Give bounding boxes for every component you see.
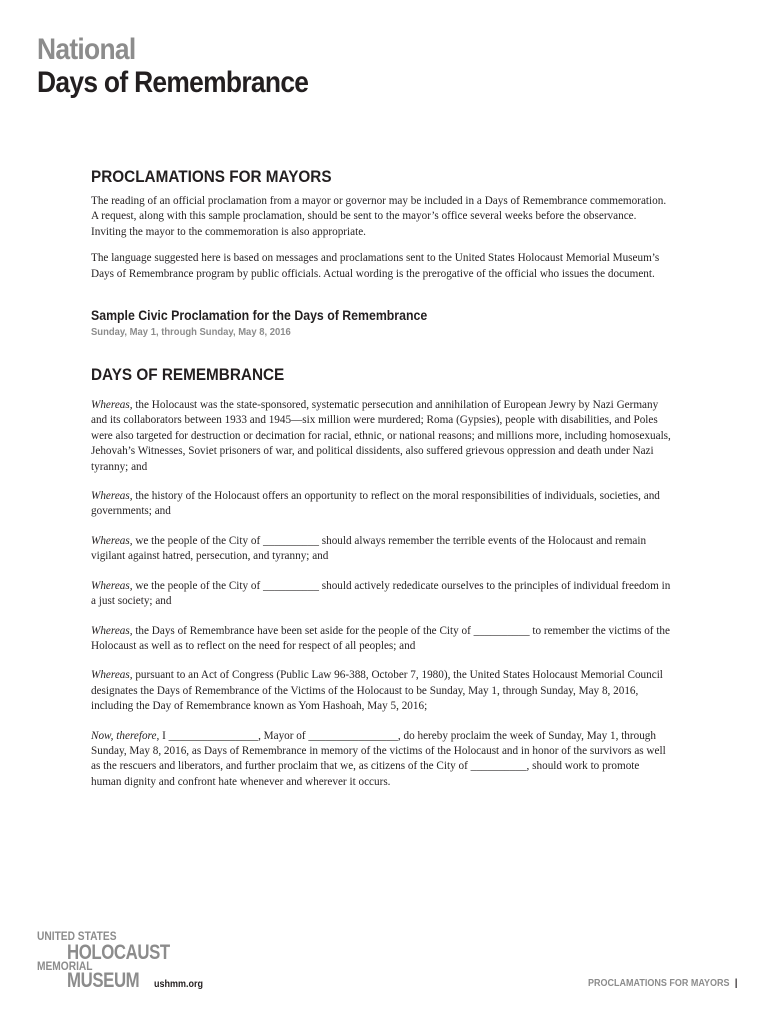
footer-separator: | [734,978,738,989]
footer-label: PROCLAMATIONS FOR MAYORS [588,978,730,989]
clause-lead: Whereas, [91,399,133,412]
header-line-days: Days of Remembrance [37,66,309,99]
clause-lead: Whereas, [91,490,133,503]
clause-text: we the people of the City of __________ should always remember the terrible events of the Holocaust and remain vigilant against hatred, persecution, and tyranny; and [91,534,647,563]
logo-line-holocaust: HOLOCAUST [67,941,170,964]
clause-text: pursuant to an Act of Congress (Public Law 96-388, October 7, 1980), the United States Holocaust Memorial Council designates the Days of Remembrance of the Victims of the Holocaust to be Sunday, May 1, through Sunday, May 8, 2016, including the Day of Remembrance known as Yom Hashoah, May 5, 2016; [91,669,663,713]
header-line-national: National [37,33,136,66]
clause-lead: Now, therefore, [91,729,160,742]
clause-text: we the people of the City of __________ should actively rededicate ourselves to the principles of individual freedom in a just society; and [91,579,671,608]
whereas-clause-5 [91,624,671,655]
logo-line-memorial: MEMORIAL [37,959,93,973]
clause-lead: Whereas, [91,579,133,592]
intro-paragraph-2: The language suggested here is based on messages and proclamations sent to the United States Holocaust Memorial Museum’s Days of Remembrance program by public officials. Actual wording is the prerogative of the official who issues the document. [91,252,660,280]
section-heading-proclamations: PROCLAMATIONS FOR MAYORS [91,167,332,186]
logo-line-united-states: UNITED STATES [37,929,117,943]
whereas-clause-6 [91,668,671,714]
clause-lead: Whereas, [91,669,133,682]
page-footer [588,978,737,989]
sample-date: Sunday, May 1, through Sunday, May 8, 2016 [91,326,291,339]
whereas-clause-4 [91,579,671,610]
whereas-clause-1 [91,398,671,475]
clause-text: the Holocaust was the state-sponsored, systematic persecution and annihilation of European Jewry by Nazi Germany and its collaborators between 1933 and 1945—six million were murdered; Roma (Gypsies), people with disabilities, and Poles were also targeted for destruction or decimation for racial, ethnic, or national reasons; and millions more, including homosexuals, Jehovah’s Witnesses, Soviet prisoners of war, and political dissidents, also suffered grievous oppression and death under Nazi tyranny; and [91,399,671,473]
clause-text: I ________________, Mayor of ________________, do hereby proclaim the week of Sunday, May 1, through Sunday, May 8, 2016, as Days of Remembrance in memory of the victims of the Holocaust and in honor of the survivors as well as the rescuers and liberators, and further proclaim that we, as citizens of the City of __________, should work to promote human dignity and confront hate whenever and wherever it occurs. [91,729,666,788]
proclamation-heading: DAYS OF REMEMBRANCE [91,365,285,385]
clause-text: the history of the Holocaust offers an opportunity to reflect on the moral responsibilities of individuals, societies, and governments; and [91,490,660,518]
now-therefore-clause [91,729,671,791]
website-url: ushmm.org [154,979,204,990]
clause-lead: Whereas, [91,534,133,547]
whereas-clause-3 [91,534,671,565]
logo-line-museum: MUSEUM [67,969,140,992]
clause-text: the Days of Remembrance have been set aside for the people of the City of __________ to remember the victims of the Holocaust as well as to reflect on the need for respect of all peoples; and [91,624,670,652]
intro-paragraph-1: The reading of an official proclamation from a mayor or governor may be included in a Days of Remembrance commemoration. A request, along with this sample proclamation, should be sent to the mayor’s office several weeks before the observance. Inviting the mayor to the commemoration is also appropriate. [91,195,667,238]
main-content [91,166,671,790]
whereas-clause-2 [91,489,671,520]
sample-title: Sample Civic Proclamation for the Days of Remembrance [91,307,428,324]
clause-lead: Whereas, [91,624,133,637]
page-header [37,34,345,100]
